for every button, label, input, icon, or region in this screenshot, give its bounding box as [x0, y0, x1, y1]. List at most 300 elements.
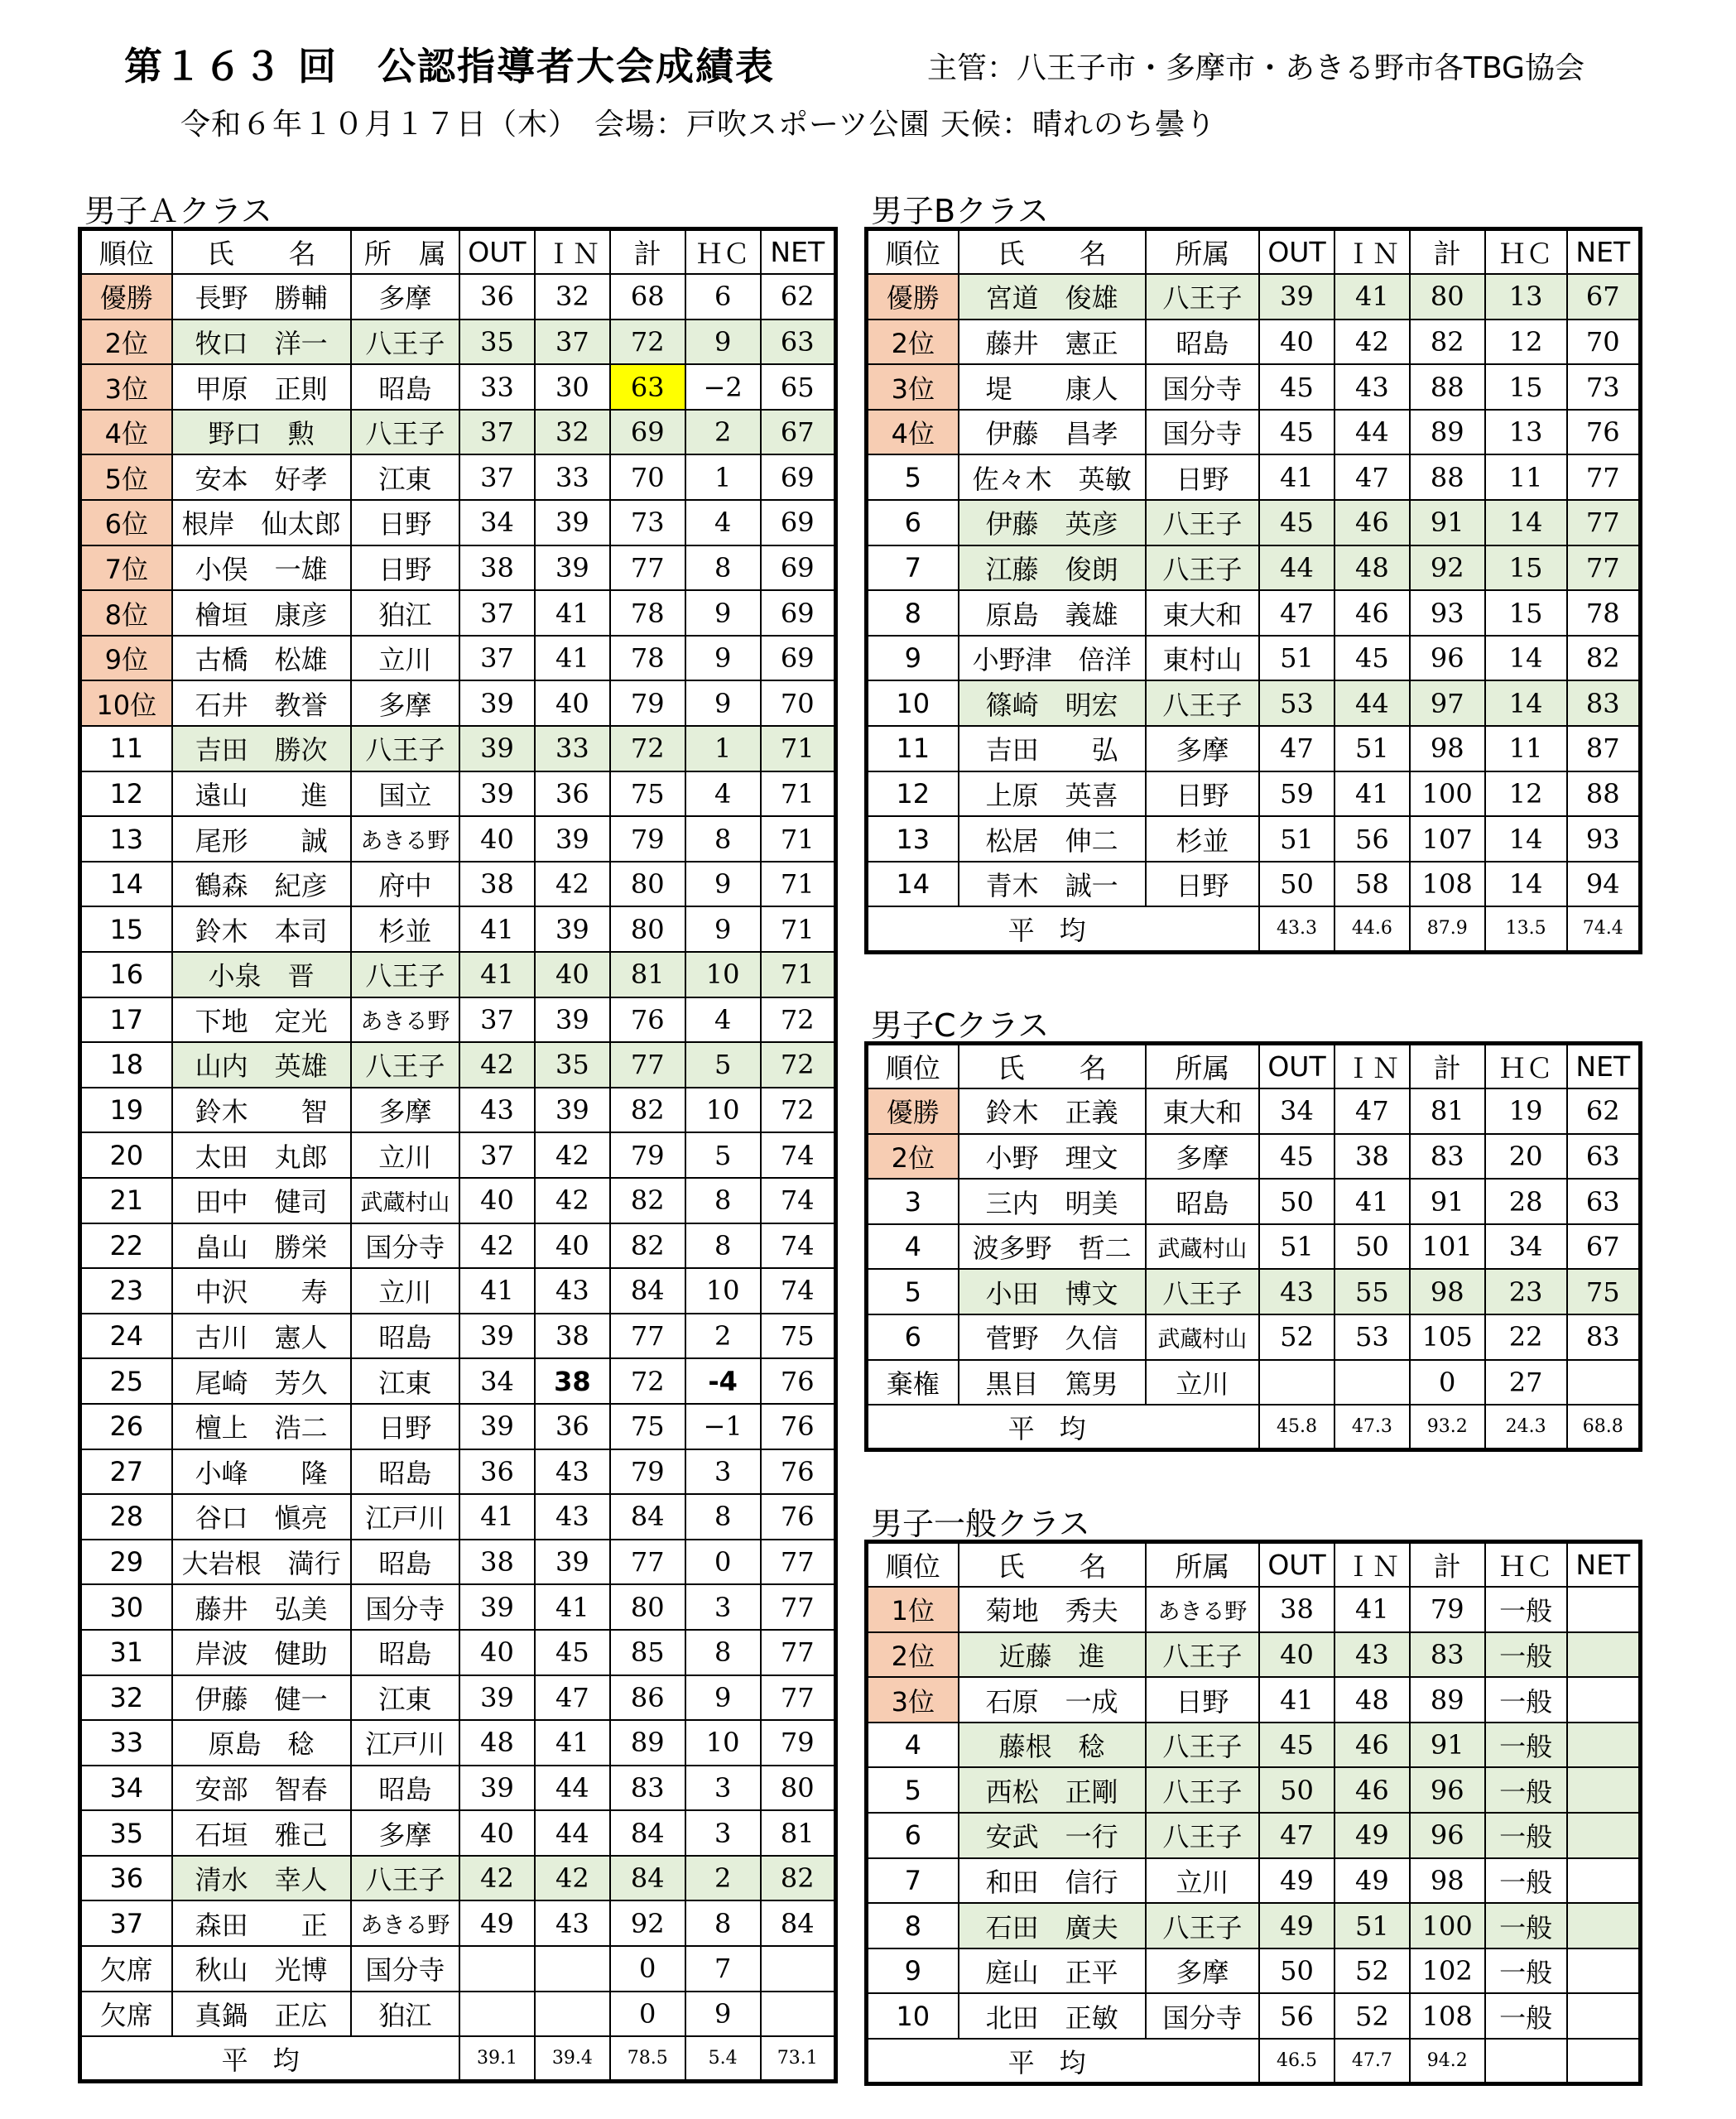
hc-cell: 9	[685, 636, 761, 681]
affiliation-cell: 武蔵村山	[1146, 1224, 1259, 1270]
in-cell: 46	[1334, 1767, 1410, 1813]
out-cell: 53	[1259, 680, 1334, 726]
rank-cell: 8位	[80, 590, 172, 636]
in-cell: 48	[1334, 1677, 1410, 1723]
column-header: ＨＣ	[1485, 1044, 1567, 1089]
name-cell: 伊藤 昌孝	[959, 410, 1146, 455]
net-cell	[761, 1992, 836, 2037]
name-cell: 野口 勲	[172, 410, 351, 455]
in-cell: 44	[1334, 680, 1410, 726]
name-cell: 大岩根 満行	[172, 1540, 351, 1585]
rank-cell: 9	[867, 636, 959, 681]
average-value: 47.7	[1334, 2039, 1410, 2084]
total-cell: 89	[610, 1720, 685, 1766]
affiliation-cell: 国分寺	[351, 1223, 459, 1269]
total-cell: 88	[1410, 454, 1485, 500]
table-row	[80, 952, 836, 997]
average-value: 45.8	[1259, 1405, 1334, 1450]
column-header: 計	[610, 229, 685, 275]
total-cell: 92	[1410, 545, 1485, 591]
column-header: ＩＮ	[1334, 229, 1410, 275]
affiliation-cell: 多摩	[351, 274, 459, 320]
rank-cell: 2位	[867, 320, 959, 365]
average-spacer	[867, 1405, 959, 1450]
average-label: 平均	[959, 2039, 1259, 2084]
affiliation-cell: 多摩	[351, 1810, 459, 1856]
in-cell: 40	[535, 952, 610, 997]
name-cell: 小野津 倍洋	[959, 636, 1146, 681]
table-row	[867, 1134, 1641, 1180]
net-cell: 67	[761, 410, 836, 455]
total-cell: 102	[1410, 1948, 1485, 1994]
table-row	[80, 1856, 836, 1901]
out-cell: 39	[459, 726, 535, 771]
table-row	[867, 454, 1641, 500]
column-header: 順位	[867, 1542, 959, 1588]
column-header: 氏 名	[959, 1044, 1146, 1089]
hc-cell: 2	[685, 1856, 761, 1901]
net-cell: 78	[1567, 590, 1641, 636]
table-row	[867, 636, 1641, 681]
rank-cell: 3位	[80, 364, 172, 410]
column-header: 計	[1410, 1044, 1485, 1089]
in-cell: 43	[535, 1900, 610, 1946]
net-cell	[761, 1946, 836, 1992]
table-row	[80, 1358, 836, 1404]
name-cell: 菅野 久信	[959, 1314, 1146, 1360]
column-header: ＩＮ	[535, 229, 610, 275]
in-cell: 47	[535, 1675, 610, 1721]
out-cell: 42	[459, 1856, 535, 1901]
average-value: 5.4	[685, 2036, 761, 2082]
net-cell: 77	[761, 1675, 836, 1721]
in-cell	[535, 1946, 610, 1992]
hc-cell: 27	[1485, 1360, 1567, 1405]
net-cell: 67	[1567, 1224, 1641, 1270]
affiliation-cell: 昭島	[1146, 1179, 1259, 1224]
table-row	[867, 1813, 1641, 1858]
date-venue-line: 令和６年１０月１７日（木） 会場：戸吹スポーツ公園 天候：晴れのち曇り	[180, 108, 1217, 142]
total-cell: 91	[1410, 1723, 1485, 1768]
in-cell: 58	[1334, 862, 1410, 907]
average-value: 78.5	[610, 2036, 685, 2082]
total-cell: 89	[1410, 1677, 1485, 1723]
name-cell: 藤根 稔	[959, 1723, 1146, 1768]
header-row	[867, 1044, 1641, 1089]
table-row	[80, 1494, 836, 1540]
out-cell: 41	[459, 906, 535, 952]
in-cell: 46	[1334, 1723, 1410, 1768]
rank-cell: 7位	[80, 545, 172, 591]
hc-cell: 5	[685, 1132, 761, 1178]
name-cell: 黒目 篤男	[959, 1360, 1146, 1405]
total-cell: 70	[610, 454, 685, 500]
hc-cell: 3	[685, 1584, 761, 1630]
total-cell: 68	[610, 274, 685, 320]
in-cell: 51	[1334, 1903, 1410, 1948]
rank-cell: 11	[867, 726, 959, 771]
hc-cell: 11	[1485, 726, 1567, 771]
in-cell: 43	[1334, 364, 1410, 410]
rank-cell: 4位	[80, 410, 172, 455]
average-spacer	[867, 906, 959, 952]
affiliation-cell: 八王子	[1146, 545, 1259, 591]
rank-cell: 棄権	[867, 1360, 959, 1405]
out-cell: 37	[459, 1132, 535, 1178]
total-cell: 78	[610, 590, 685, 636]
name-cell: 松居 伸二	[959, 816, 1146, 862]
out-cell: 41	[1259, 454, 1334, 500]
affiliation-cell: 多摩	[1146, 726, 1259, 771]
rank-cell: 26	[80, 1404, 172, 1449]
table-row	[867, 1587, 1641, 1632]
table-row	[867, 545, 1641, 591]
total-cell: 77	[610, 545, 685, 591]
column-header: 所属	[1146, 1542, 1259, 1588]
total-cell: 105	[1410, 1314, 1485, 1360]
hc-cell: 8	[685, 545, 761, 591]
out-cell: 48	[459, 1720, 535, 1766]
in-cell: 45	[1334, 636, 1410, 681]
total-cell: 86	[610, 1675, 685, 1721]
rank-cell: 21	[80, 1178, 172, 1223]
table-row	[80, 1223, 836, 1269]
rank-cell: 欠席	[80, 1946, 172, 1992]
affiliation-cell: 日野	[1146, 771, 1259, 817]
table-row	[867, 1360, 1641, 1405]
average-spacer	[867, 2039, 959, 2084]
hc-cell: 9	[685, 1992, 761, 2037]
rank-cell: 7	[867, 545, 959, 591]
out-cell: 39	[459, 1766, 535, 1811]
name-cell: 伊藤 健一	[172, 1675, 351, 1721]
out-cell: 49	[459, 1900, 535, 1946]
out-cell: 40	[1259, 320, 1334, 365]
column-header: 所属	[1146, 229, 1259, 275]
out-cell: 38	[1259, 1587, 1334, 1632]
out-cell: 38	[459, 1540, 535, 1585]
page-title: 第１６３ 回 公認指導者大会成績表	[124, 44, 776, 89]
total-cell: 101	[1410, 1224, 1485, 1270]
out-cell: 35	[459, 320, 535, 365]
column-header: OUT	[459, 229, 535, 275]
rank-cell: 3位	[867, 364, 959, 410]
hc-cell: 9	[685, 862, 761, 907]
column-header: 氏 名	[959, 1542, 1146, 1588]
table-row	[80, 1584, 836, 1630]
name-cell: 古川 憲人	[172, 1314, 351, 1359]
total-cell: 73	[610, 500, 685, 545]
table-row	[80, 997, 836, 1043]
in-cell: 40	[535, 680, 610, 726]
average-value: 43.3	[1259, 906, 1334, 952]
name-cell: 森田 正	[172, 1900, 351, 1946]
out-cell: 39	[459, 1314, 535, 1359]
in-cell: 41	[1334, 771, 1410, 817]
table-row	[80, 1720, 836, 1766]
name-cell: 秋山 光博	[172, 1946, 351, 1992]
table-row	[867, 1179, 1641, 1224]
affiliation-cell: 府中	[351, 862, 459, 907]
out-cell: 39	[459, 771, 535, 817]
rank-cell: 19	[80, 1088, 172, 1133]
total-cell: 82	[610, 1223, 685, 1269]
total-cell: 75	[610, 1404, 685, 1449]
table-row	[80, 1132, 836, 1178]
name-cell: 藤井 弘美	[172, 1584, 351, 1630]
affiliation-cell: 狛江	[351, 590, 459, 636]
net-cell: 76	[761, 1358, 836, 1404]
in-cell	[1334, 1360, 1410, 1405]
column-header: 順位	[867, 1044, 959, 1089]
in-cell: 39	[535, 500, 610, 545]
in-cell: 43	[535, 1449, 610, 1495]
table-row	[80, 636, 836, 681]
column-header: OUT	[1259, 1044, 1334, 1089]
name-cell: 安武 一行	[959, 1813, 1146, 1858]
in-cell: 41	[1334, 1179, 1410, 1224]
out-cell: 41	[459, 1494, 535, 1540]
in-cell: 45	[535, 1630, 610, 1675]
rank-cell: 3位	[867, 1677, 959, 1723]
out-cell: 37	[459, 410, 535, 455]
rank-cell: 欠席	[80, 1992, 172, 2037]
out-cell: 37	[459, 636, 535, 681]
hc-cell: 28	[1485, 1179, 1567, 1224]
average-value: 44.6	[1334, 906, 1410, 952]
name-cell: 畠山 勝栄	[172, 1223, 351, 1269]
total-cell: 69	[610, 410, 685, 455]
table-row	[80, 816, 836, 862]
rank-cell: 2位	[867, 1632, 959, 1678]
net-cell: 74	[761, 1132, 836, 1178]
affiliation-cell: 国分寺	[1146, 1993, 1259, 2039]
table-row	[80, 1449, 836, 1495]
name-cell: 安本 好孝	[172, 454, 351, 500]
hc-cell: −1	[685, 1404, 761, 1449]
rank-cell: 6	[867, 500, 959, 545]
out-cell	[459, 1946, 535, 1992]
hc-cell: 0	[685, 1540, 761, 1585]
name-cell: 安部 智春	[172, 1766, 351, 1811]
class-b-table	[864, 227, 1642, 954]
net-cell: 83	[1567, 1314, 1641, 1360]
table-row	[80, 906, 836, 952]
net-cell: 71	[761, 726, 836, 771]
hc-cell: 4	[685, 771, 761, 817]
net-cell: 69	[761, 636, 836, 681]
rank-cell: 1位	[867, 1587, 959, 1632]
table-row	[867, 364, 1641, 410]
total-cell: 82	[610, 1088, 685, 1133]
net-cell: 69	[761, 500, 836, 545]
name-cell: 原島 稔	[172, 1720, 351, 1766]
net-cell: 88	[1567, 771, 1641, 817]
total-cell: 84	[610, 1268, 685, 1314]
total-cell: 108	[1410, 862, 1485, 907]
rank-cell: 2位	[80, 320, 172, 365]
in-cell: 47	[1334, 454, 1410, 500]
out-cell: 39	[459, 1675, 535, 1721]
name-cell: 伊藤 英彦	[959, 500, 1146, 545]
affiliation-cell: 東大和	[1146, 1088, 1259, 1134]
table-row	[867, 500, 1641, 545]
name-cell: 庭山 正平	[959, 1948, 1146, 1994]
affiliation-cell: 武蔵村山	[351, 1178, 459, 1223]
table-row	[80, 1314, 836, 1359]
column-header: 所属	[1146, 1044, 1259, 1089]
rank-cell: 22	[80, 1223, 172, 1269]
column-header: NET	[1567, 1044, 1641, 1089]
out-cell: 39	[459, 1584, 535, 1630]
rank-cell: 14	[867, 862, 959, 907]
affiliation-cell: 八王子	[1146, 680, 1259, 726]
in-cell: 55	[1334, 1269, 1410, 1314]
header-row	[867, 229, 1641, 275]
table-row	[80, 771, 836, 817]
affiliation-cell: 江東	[351, 1675, 459, 1721]
table-row	[80, 1268, 836, 1314]
table-row	[80, 590, 836, 636]
total-cell: 79	[610, 1449, 685, 1495]
name-cell: 太田 丸郎	[172, 1132, 351, 1178]
total-cell: 84	[610, 1810, 685, 1856]
affiliation-cell: 国立	[351, 771, 459, 817]
net-cell: 76	[761, 1404, 836, 1449]
affiliation-cell: あきる野	[351, 1900, 459, 1946]
name-cell: 清水 幸人	[172, 1856, 351, 1901]
hc-cell: 一般	[1485, 1903, 1567, 1948]
total-cell: 100	[1410, 1903, 1485, 1948]
name-cell: 檀上 浩二	[172, 1404, 351, 1449]
hc-cell: 1	[685, 726, 761, 771]
affiliation-cell: 立川	[351, 1268, 459, 1314]
table-row	[867, 1948, 1641, 1994]
total-cell: 72	[610, 1358, 685, 1404]
hc-cell: 一般	[1485, 1723, 1567, 1768]
in-cell: 30	[535, 364, 610, 410]
total-cell: 97	[1410, 680, 1485, 726]
affiliation-cell: 多摩	[1146, 1948, 1259, 1994]
net-cell: 67	[1567, 274, 1641, 320]
net-cell: 69	[761, 454, 836, 500]
affiliation-cell: 日野	[351, 500, 459, 545]
in-cell: 43	[535, 1268, 610, 1314]
total-cell: 72	[610, 726, 685, 771]
affiliation-cell: 日野	[1146, 454, 1259, 500]
in-cell: 38	[535, 1358, 610, 1404]
in-cell: 52	[1334, 1948, 1410, 1994]
hc-cell: 一般	[1485, 1632, 1567, 1678]
table-row	[867, 1314, 1641, 1360]
rank-cell: 5	[867, 1269, 959, 1314]
net-cell: 62	[761, 274, 836, 320]
in-cell: 36	[535, 771, 610, 817]
table-row	[80, 1946, 836, 1992]
hc-cell: 一般	[1485, 1993, 1567, 2039]
column-header: 計	[1410, 229, 1485, 275]
rank-cell: 34	[80, 1766, 172, 1811]
total-cell: 85	[610, 1630, 685, 1675]
net-cell: 74	[761, 1223, 836, 1269]
affiliation-cell: 国分寺	[1146, 410, 1259, 455]
affiliation-cell: 杉並	[351, 906, 459, 952]
net-cell	[1567, 1587, 1641, 1632]
affiliation-cell: 日野	[1146, 862, 1259, 907]
table-row	[867, 1903, 1641, 1948]
table-row	[80, 1810, 836, 1856]
net-cell: 63	[1567, 1134, 1641, 1180]
affiliation-cell: 江戸川	[351, 1720, 459, 1766]
hc-cell: 23	[1485, 1269, 1567, 1314]
rank-cell: 2位	[867, 1134, 959, 1180]
name-cell: 鈴木 智	[172, 1088, 351, 1133]
in-cell: 32	[535, 410, 610, 455]
in-cell: 37	[535, 320, 610, 365]
out-cell: 47	[1259, 726, 1334, 771]
in-cell: 40	[535, 1223, 610, 1269]
rank-cell: 6位	[80, 500, 172, 545]
affiliation-cell: あきる野	[351, 997, 459, 1043]
total-cell: 107	[1410, 816, 1485, 862]
average-value: 73.1	[761, 2036, 836, 2082]
out-cell: 47	[1259, 1813, 1334, 1858]
name-cell: 吉田 弘	[959, 726, 1146, 771]
name-cell: 尾形 誠	[172, 816, 351, 862]
net-cell: 69	[761, 545, 836, 591]
out-cell: 40	[459, 1810, 535, 1856]
table-row	[80, 410, 836, 455]
total-cell: 98	[1410, 726, 1485, 771]
hc-cell: 2	[685, 410, 761, 455]
net-cell: 62	[1567, 1088, 1641, 1134]
table-row	[80, 726, 836, 771]
net-cell: 74	[761, 1178, 836, 1223]
column-header: OUT	[1259, 229, 1334, 275]
out-cell: 33	[459, 364, 535, 410]
name-cell: 中沢 寿	[172, 1268, 351, 1314]
rank-cell: 11	[80, 726, 172, 771]
in-cell: 44	[535, 1766, 610, 1811]
rank-cell: 16	[80, 952, 172, 997]
class-a-label: 男子Ａクラス	[84, 193, 272, 229]
net-cell: 77	[761, 1630, 836, 1675]
hc-cell: 12	[1485, 771, 1567, 817]
rank-cell: 6	[867, 1314, 959, 1360]
out-cell: 44	[1259, 545, 1334, 591]
out-cell: 39	[1259, 274, 1334, 320]
affiliation-cell: 日野	[351, 1404, 459, 1449]
out-cell: 43	[459, 1088, 535, 1133]
hc-cell: 13	[1485, 410, 1567, 455]
hc-cell: 7	[685, 1946, 761, 1992]
out-cell: 37	[459, 590, 535, 636]
total-cell: 0	[1410, 1360, 1485, 1405]
out-cell: 34	[1259, 1088, 1334, 1134]
rank-cell: 31	[80, 1630, 172, 1675]
hc-cell: 9	[685, 1675, 761, 1721]
hc-cell: 6	[685, 274, 761, 320]
hc-cell: 一般	[1485, 1948, 1567, 1994]
out-cell: 37	[459, 454, 535, 500]
rank-cell: 3	[867, 1179, 959, 1224]
hc-cell: 34	[1485, 1224, 1567, 1270]
table-row	[867, 1088, 1641, 1134]
out-cell: 42	[459, 1042, 535, 1088]
hc-cell: 13	[1485, 274, 1567, 320]
out-cell: 41	[459, 1268, 535, 1314]
affiliation-cell: 八王子	[351, 410, 459, 455]
